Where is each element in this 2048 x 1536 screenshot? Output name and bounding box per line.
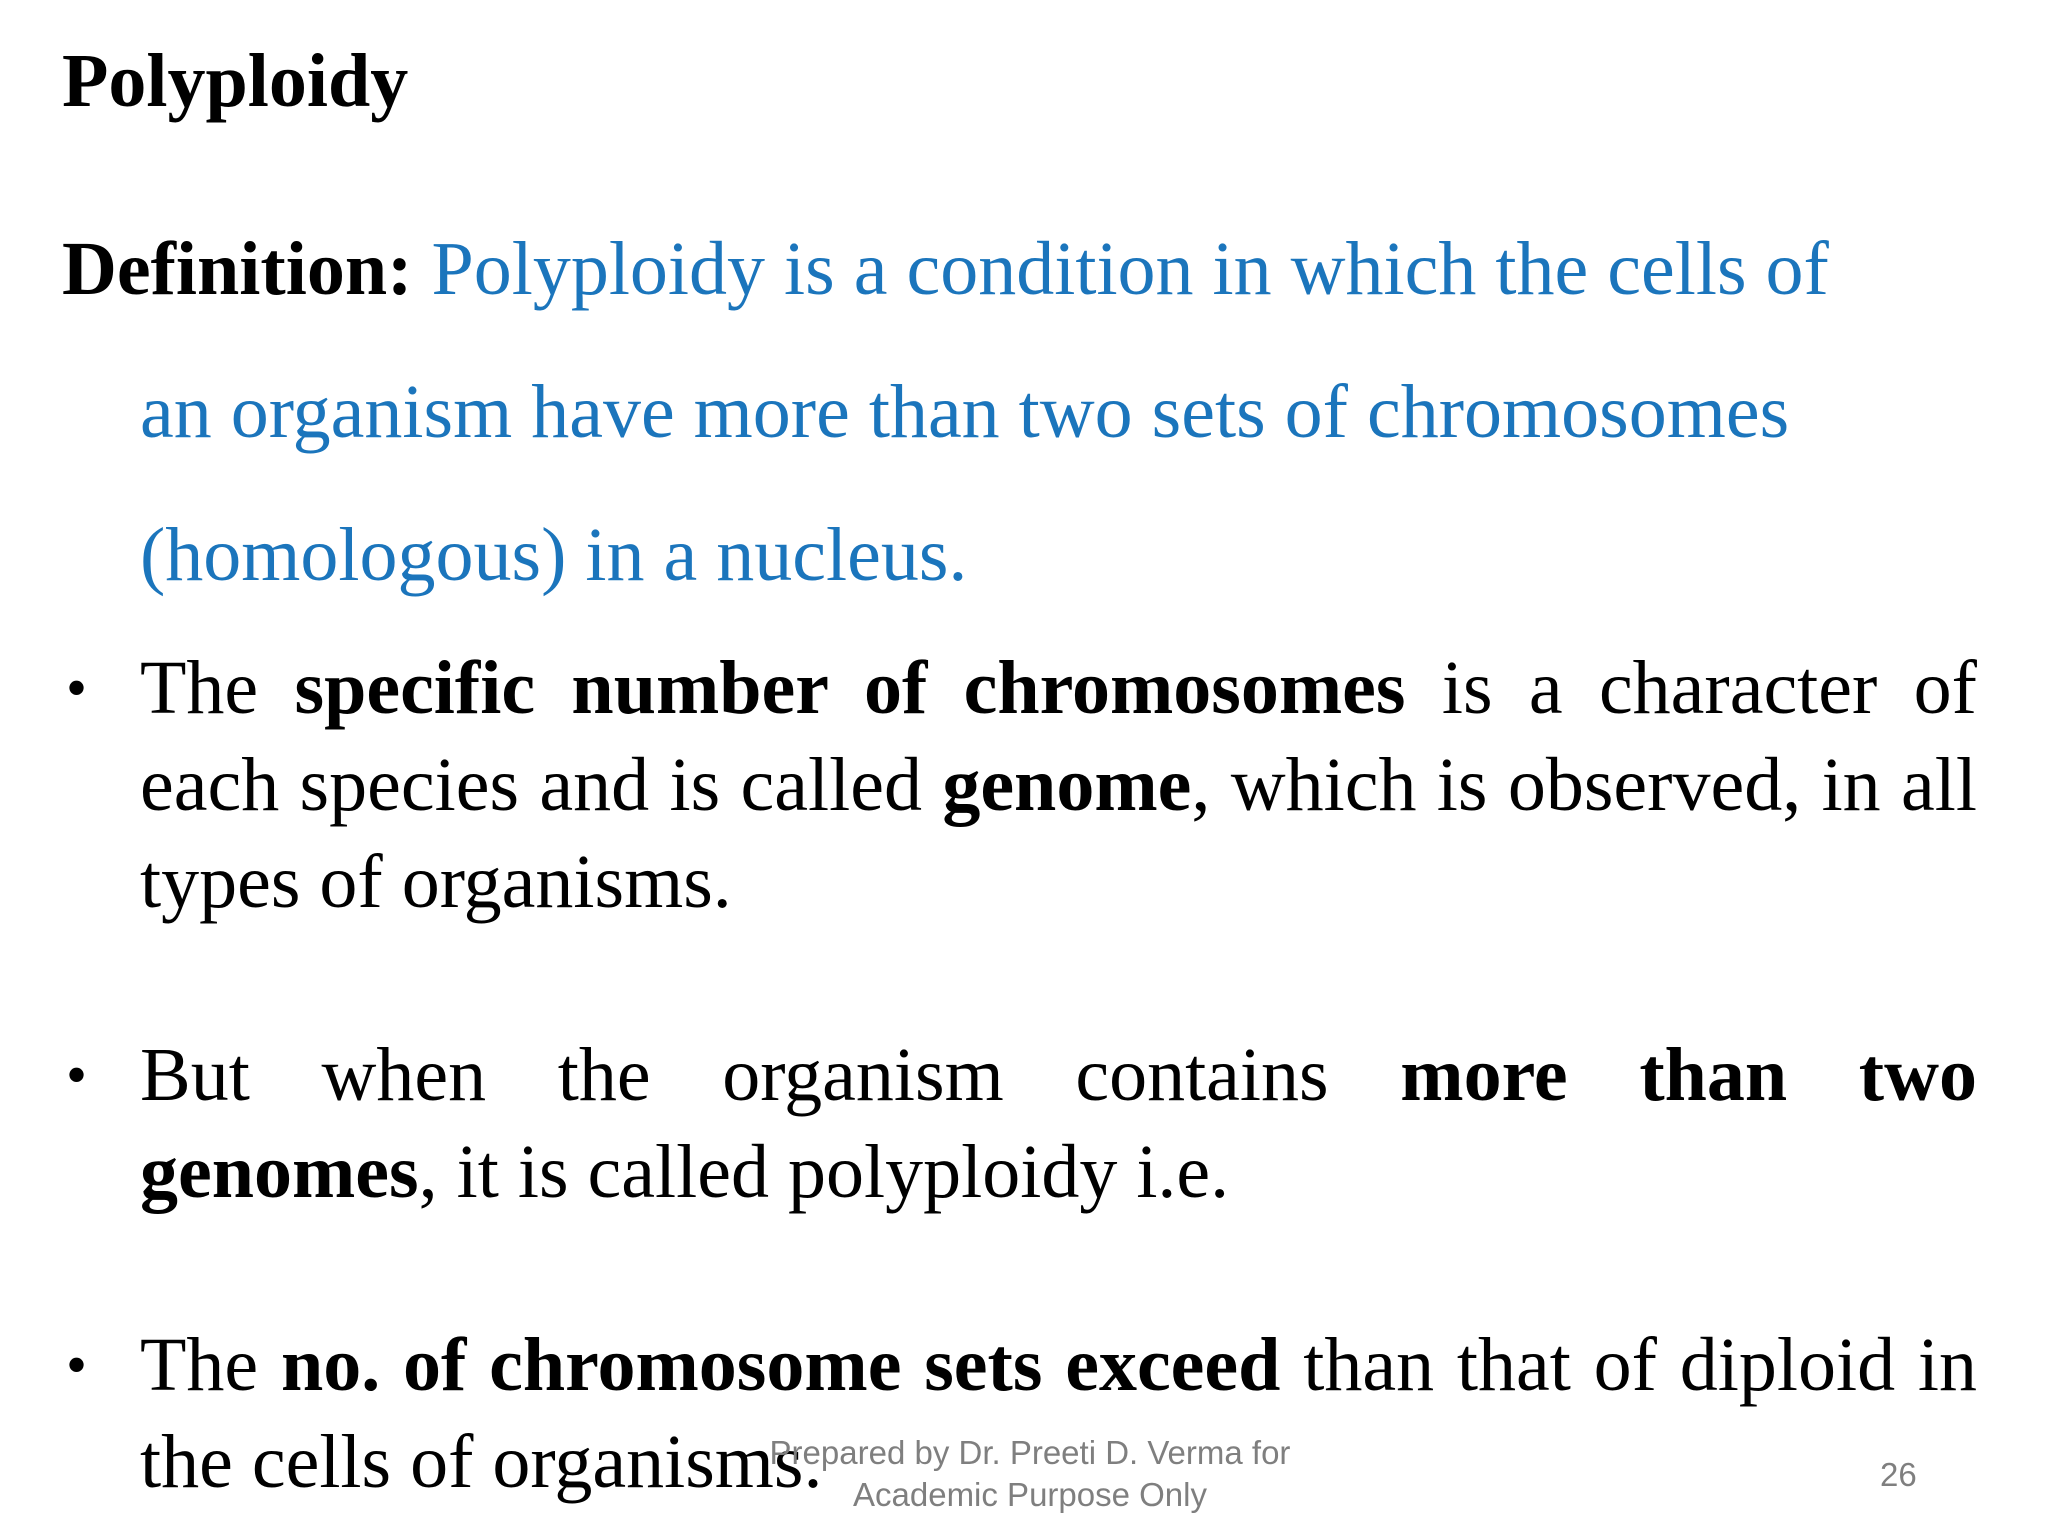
bullet-1-text-1: The — [140, 646, 295, 730]
footer-line-2: Academic Purpose Only — [853, 1476, 1207, 1513]
bullet-dot: • — [66, 655, 88, 721]
bullet-3-text-2: than that of diploid in the cells of organisms. — [140, 1323, 1977, 1504]
bullet-item — [62, 1027, 1977, 1221]
bullet-1-bold-2: genome — [942, 743, 1192, 827]
definition-line-1 — [62, 198, 1977, 341]
bullet-2-bold-2: genomes — [140, 1130, 419, 1214]
definition-block — [62, 198, 1977, 627]
bullet-2-text-2: , it is called polyploidy i.e. — [418, 1130, 1230, 1214]
bullet-2-bold-1: more than two — [1400, 1033, 1977, 1117]
bullet-2-line-1 — [140, 1027, 1977, 1124]
bullet-2-text-1: But when the organism contains — [140, 1033, 1401, 1117]
footer-line-1: Prepared by Dr. Preeti D. Verma for — [769, 1434, 1291, 1471]
bullet-item — [62, 640, 1977, 931]
bullet-dot: • — [66, 1332, 88, 1398]
page-number: 26 — [1880, 1456, 1917, 1493]
definition-text-2: an organism have more than two sets of chromosomes — [140, 370, 1790, 454]
bullet-2-line-2 — [140, 1130, 1229, 1214]
definition-text-1: Polyploidy is a condition in which the cells of — [431, 227, 1829, 311]
bullet-1-text-2: is a character of each species and is called — [140, 646, 1977, 827]
bullet-1-text-3: , which is observed, in all types of organisms. — [140, 743, 1978, 924]
bullet-3-bold-1: no. of chromosome sets exceed — [280, 1323, 1281, 1407]
definition-text-3: (homologous) in a nucleus. — [140, 513, 968, 597]
slide-title: Polyploidy — [62, 39, 409, 123]
bullet-1-bold-1: specific number of chromosomes — [294, 646, 1406, 730]
footer-credit — [700, 1432, 1360, 1516]
bullet-list — [62, 640, 1977, 1511]
definition-label: Definition: — [62, 227, 413, 311]
bullet-3-text-1: The — [140, 1323, 281, 1407]
bullet-dot: • — [66, 1042, 88, 1108]
